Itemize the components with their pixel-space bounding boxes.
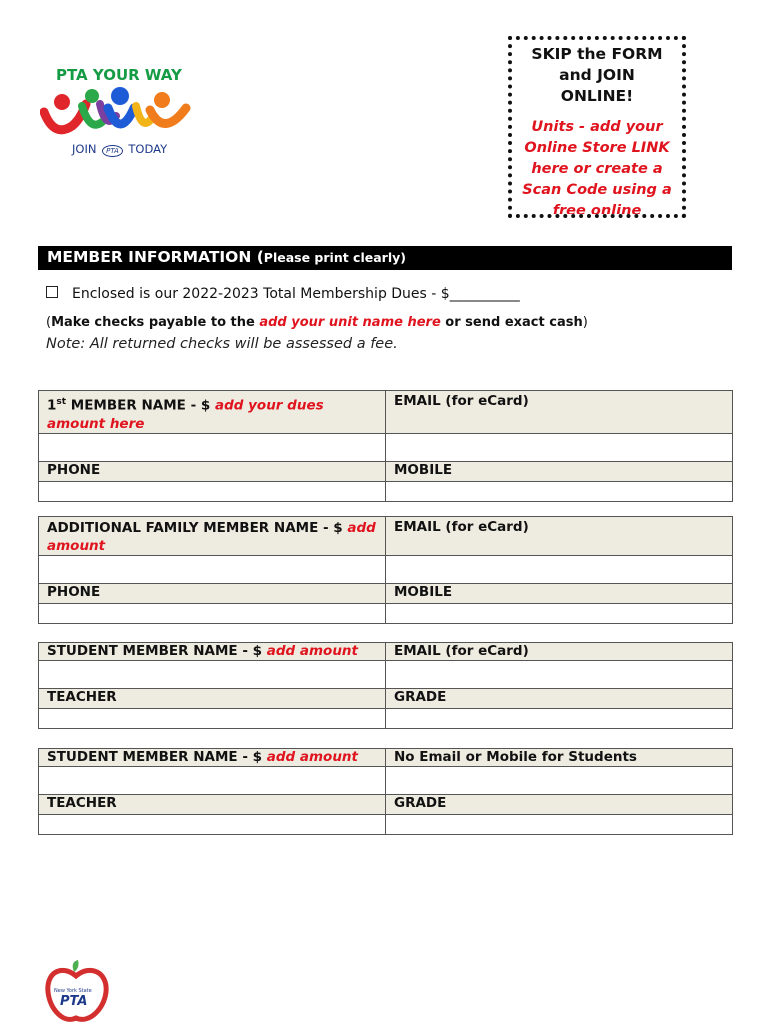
paren-open: (: [46, 315, 52, 330]
paren-close: ): [582, 315, 588, 330]
student-member-name-label: [39, 749, 386, 767]
no-email-label: No Email or Mobile for Students: [386, 749, 733, 767]
mobile-label: MOBILE: [386, 584, 733, 604]
instruction-line: Units - add your: [531, 119, 663, 135]
ordinal-suffix: st: [56, 397, 67, 407]
amount-placeholder: add amount: [47, 520, 376, 554]
pta-text: PTA: [60, 994, 88, 1009]
nys-pta-apple-logo: [44, 958, 110, 1024]
logo-join-line: [72, 142, 167, 157]
label-text: STUDENT MEMBER NAME - $: [47, 643, 267, 659]
instruction-line: free online: [552, 203, 642, 218]
dues-line: [46, 286, 520, 302]
mobile-label: MOBILE: [386, 461, 733, 481]
email-input[interactable]: [386, 556, 733, 584]
section-title: [47, 248, 406, 266]
email-label: EMAIL (for eCard): [386, 391, 733, 434]
ordinal: 1: [47, 397, 57, 414]
grade-label: GRADE: [386, 689, 733, 709]
dues-checkbox[interactable]: [46, 286, 58, 298]
nys-text: New York State: [54, 988, 92, 994]
skip-title-line: ONLINE!: [560, 87, 634, 105]
member-form-1: [38, 390, 733, 502]
pta-your-way-logo: [40, 60, 200, 170]
mobile-input[interactable]: [386, 481, 733, 501]
logo-join-text: JOIN: [72, 142, 97, 156]
first-member-name-label: [39, 391, 386, 434]
email-label: EMAIL (for eCard): [386, 643, 733, 661]
teacher-label: TEACHER: [39, 795, 386, 815]
label-text: STUDENT MEMBER NAME - $: [47, 749, 267, 765]
email-input[interactable]: [386, 661, 733, 689]
section-title-text: MEMBER INFORMATION (: [47, 248, 264, 266]
label-text: MEMBER NAME - $: [70, 397, 215, 414]
checks-suffix: or send exact cash: [440, 315, 583, 330]
logo-today-text: TODAY: [128, 142, 168, 156]
additional-member-name-label: [39, 517, 386, 556]
amount-placeholder: add amount: [266, 643, 358, 659]
grade-label: GRADE: [386, 795, 733, 815]
member-form-2: [38, 516, 733, 624]
grade-input[interactable]: [386, 815, 733, 835]
unit-name-placeholder: add your unit name here: [259, 315, 441, 330]
mobile-input[interactable]: [386, 604, 733, 624]
skip-title: [512, 44, 682, 107]
student-name-input[interactable]: [39, 767, 386, 795]
student-name-input[interactable]: [39, 661, 386, 689]
skip-title-line: SKIP the FORM: [531, 45, 663, 63]
member-name-input[interactable]: [39, 433, 386, 461]
email-label: EMAIL (for eCard): [386, 517, 733, 556]
email-input[interactable]: [386, 433, 733, 461]
logo-pta-badge: PTA: [102, 145, 123, 157]
teacher-input[interactable]: [39, 815, 386, 835]
amount-placeholder: add amount: [266, 749, 358, 765]
dues-text: Enclosed is our 2022-2023 Total Membership Dues - $__________: [72, 286, 520, 302]
section-subtitle: Please print clearly): [263, 250, 406, 265]
returned-checks-note: Note: All returned checks will be assessed a fee.: [46, 336, 398, 352]
phone-input[interactable]: [39, 481, 386, 501]
label-text: ADDITIONAL FAMILY MEMBER NAME - $: [47, 520, 348, 536]
online-store-instructions: [512, 117, 682, 218]
phone-label: PHONE: [39, 584, 386, 604]
blank-cell: [386, 767, 733, 795]
teacher-label: TEACHER: [39, 689, 386, 709]
checks-prefix: Make checks payable to the: [51, 315, 260, 330]
member-information-header: [38, 246, 732, 270]
logo-title: PTA YOUR WAY: [56, 66, 182, 84]
grade-input[interactable]: [386, 709, 733, 729]
student-form-1: [38, 642, 733, 729]
student-member-name-label: [39, 643, 386, 661]
checks-payable-line: [46, 315, 588, 330]
member-name-input[interactable]: [39, 556, 386, 584]
instruction-line: Scan Code using a: [522, 182, 672, 198]
instruction-line: Online Store LINK: [524, 140, 670, 156]
student-form-2: [38, 748, 733, 835]
instruction-line: here or create a: [531, 161, 663, 177]
skip-form-box: [508, 36, 686, 218]
skip-title-line: and JOIN: [559, 66, 635, 84]
dues-amount-placeholder: add your dues amount here: [47, 397, 324, 432]
phone-input[interactable]: [39, 604, 386, 624]
phone-label: PHONE: [39, 461, 386, 481]
teacher-input[interactable]: [39, 709, 386, 729]
